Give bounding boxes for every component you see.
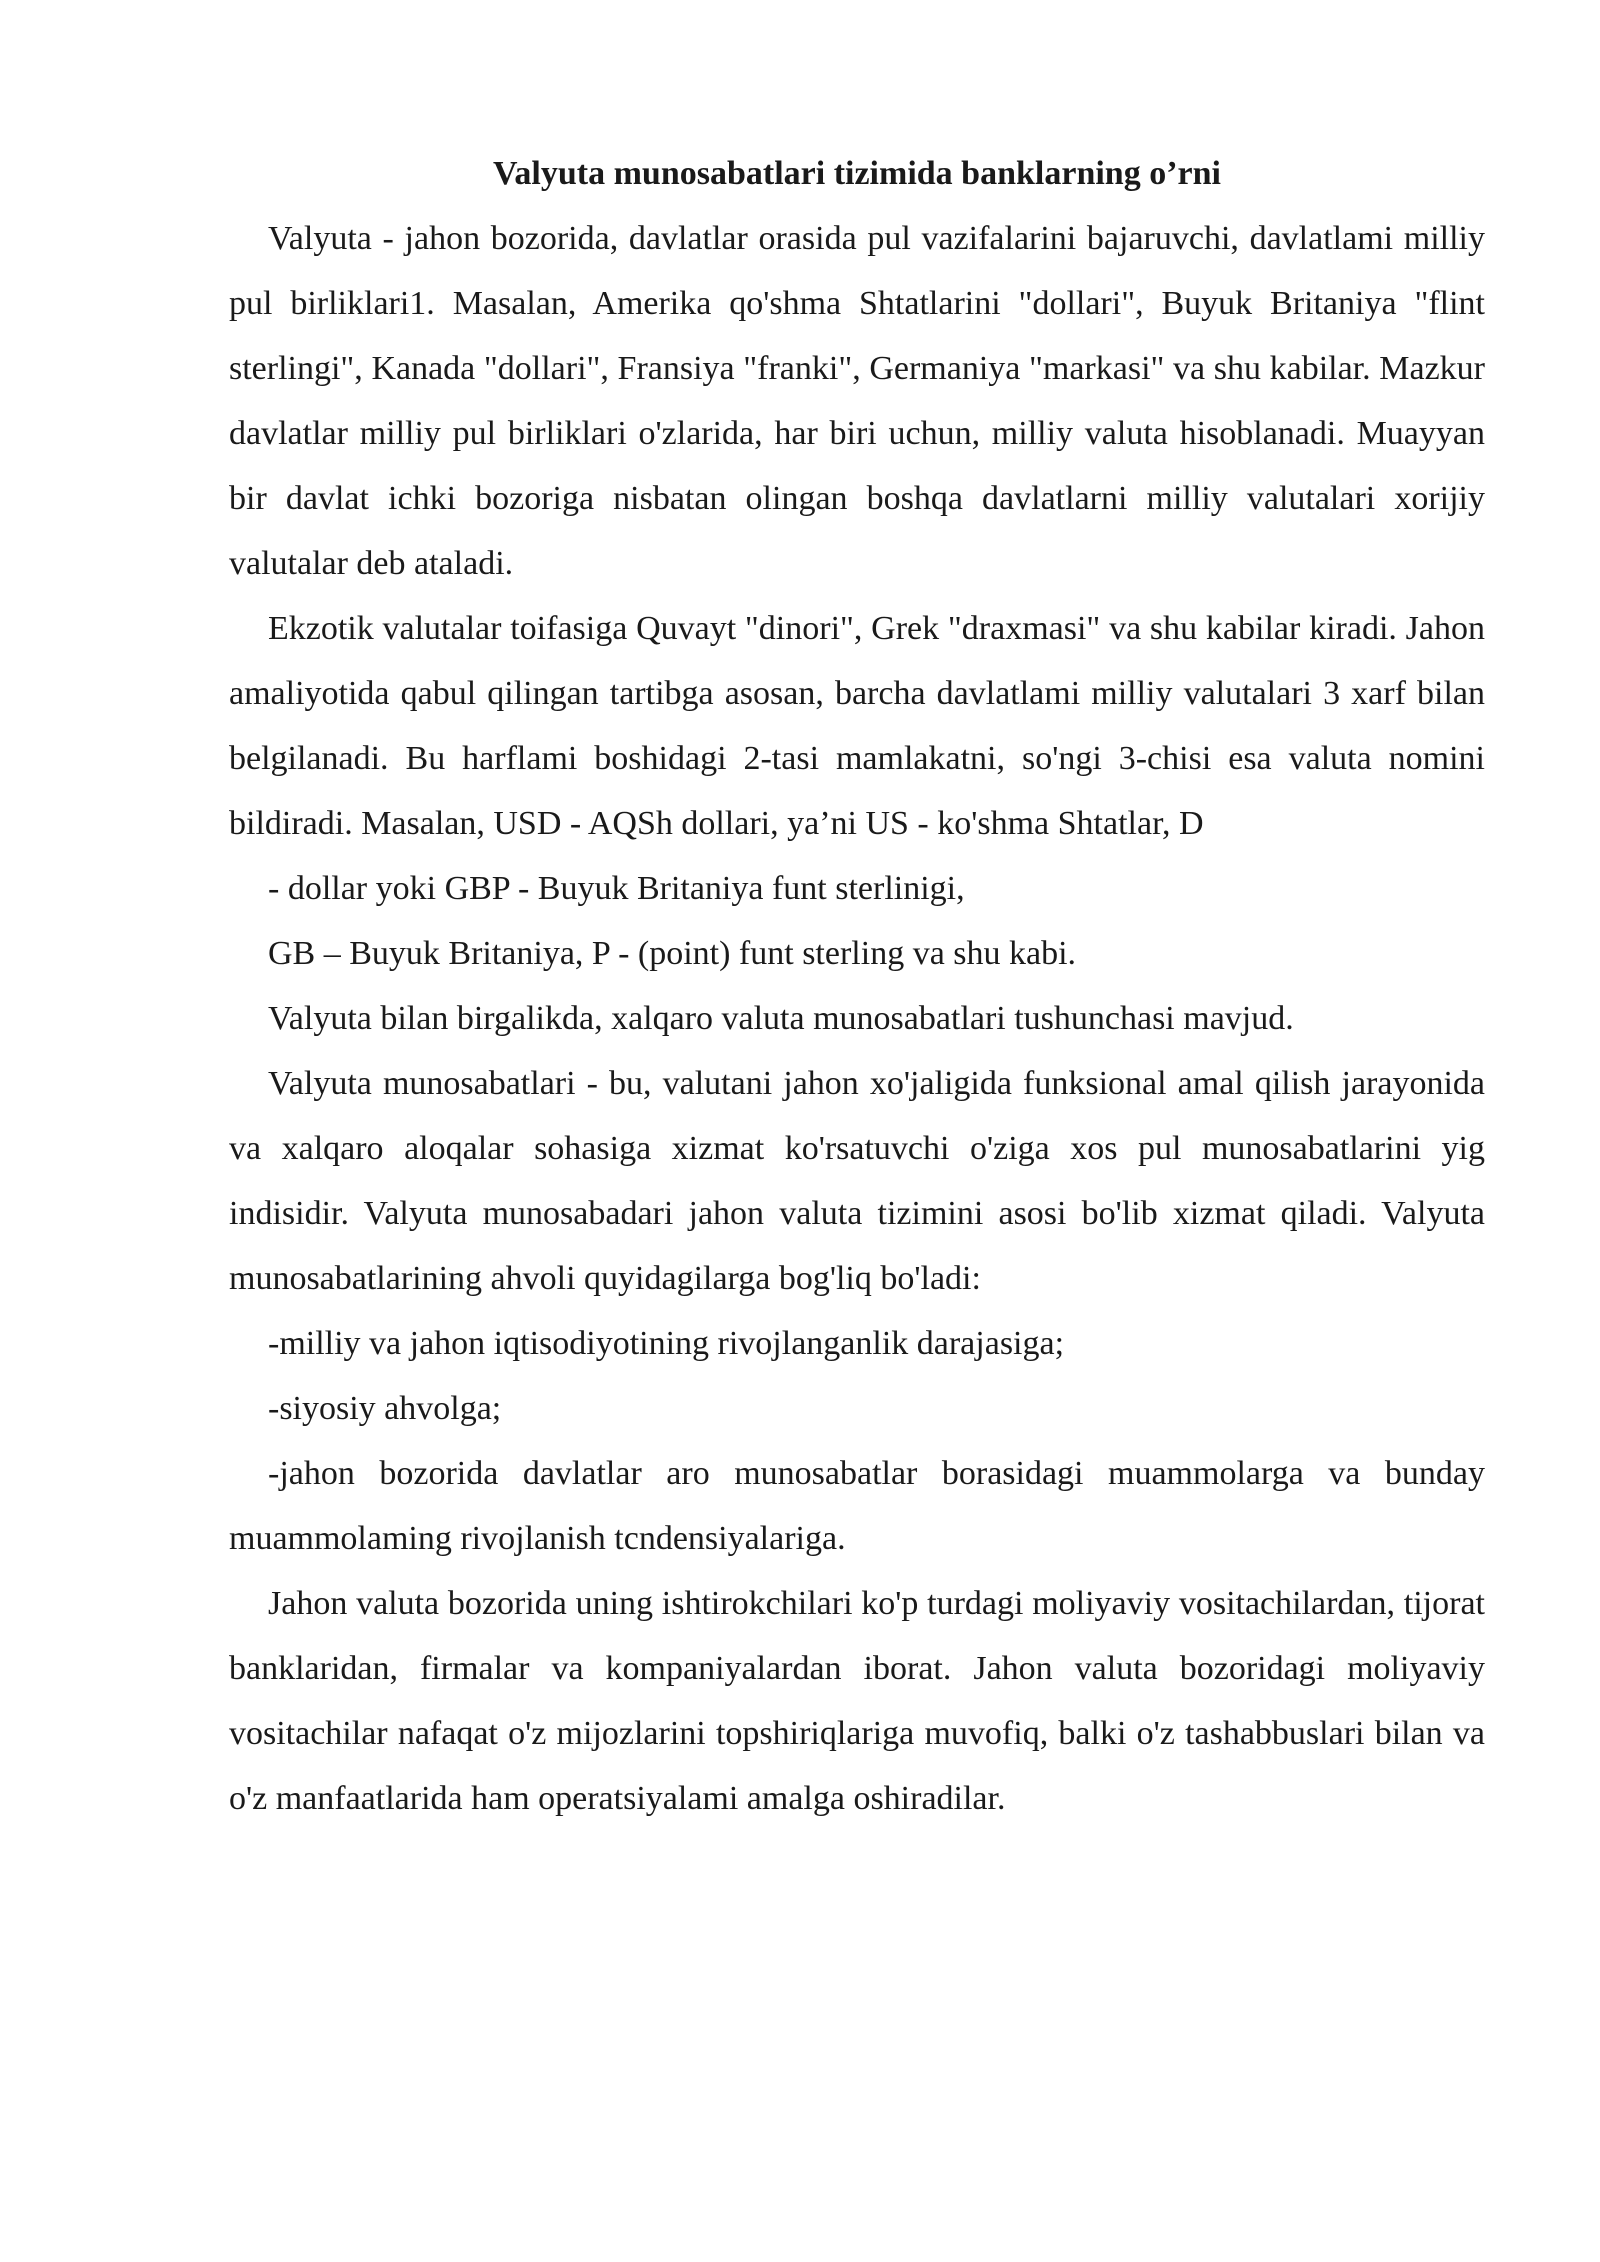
paragraph-exotic-currencies: Ekzotik valutalar toifasiga Quvayt "dinori", Grek "draxmasi" va shu kabilar kiradi. Jahon amaliyotida qabul qilingan tartibga asosan, barcha davlatlami milliy valutalari 3 xarf bilan belgilanadi. Bu harflami boshidagi 2-tasi mamlakatni, so'ngi 3-chisi esa valuta nomini bildiradi. Masalan, USD - AQSh dollari, ya’ni US - ko'shma Shtatlar, D bbox=[229, 610, 1485, 842]
paragraph-gb-point: GB – Buyuk Britaniya, P - (point) funt sterling va shu kabi. bbox=[268, 935, 1077, 972]
list-item-interstate-problems: -jahon bozorida davlatlar aro munosabatlar borasidagi muammolarga va bunday muammolaming rivojlanish tcndensiyalariga. bbox=[229, 1455, 1485, 1557]
paragraph-currency-definition: Valyuta - jahon bozorida, davlatlar orasida pul vazifalarini bajaruvchi, davlatlami milliy pul birliklari1. Masalan, Amerika qo'shma Shtatlarini "dollari", Buyuk Britaniya "flint sterlingi", Kanada "dollari", Fransiya "franki", Germaniya "markasi" va shu kabilar. Mazkur davlatlar milliy pul birliklari o'zlarida, har biri uchun, milliy valuta hisoblanadi. Muayyan bir davlat ichki bozoriga nisbatan olingan boshqa davlatlarni milliy valutalari xorijiy valutalar deb ataladi. bbox=[229, 220, 1485, 582]
document-page bbox=[229, 148, 1485, 1831]
paragraph-market-participants: Jahon valuta bozorida uning ishtirokchilari ko'p turdagi moliyaviy vositachilardan, tijorat banklaridan, firmalar va kompaniyalardan iborat. Jahon valuta bozoridagi moliyaviy vositachilar nafaqat o'z mijozlarini topshiriqlariga muvofiq, balki o'z tashabbuslari bilan va o'z manfaatlarida ham operatsiyalami amalga oshiradilar. bbox=[229, 1585, 1485, 1817]
paragraph-currency-relations: Valyuta munosabatlari - bu, valutani jahon xo'jaligida funksional amal qilish jarayonida va xalqaro aloqalar sohasiga xizmat ko'rsatuvchi o'ziga xos pul munosabatlarini yig indisidir. Valyuta munosabadari jahon valuta tizimini asosi bo'lib xizmat qiladi. Valyuta munosabatlarining ahvoli quyidagilarga bog'liq bo'ladi: bbox=[229, 1065, 1485, 1297]
list-item-economy-level: -milliy va jahon iqtisodiyotining rivojlanganlik darajasiga; bbox=[268, 1325, 1065, 1362]
paragraph-dollar-gbp: - dollar yoki GBP - Buyuk Britaniya funt sterlinigi, bbox=[268, 870, 965, 907]
paragraph-international-relations: Valyuta bilan birgalikda, xalqaro valuta munosabatlari tushunchasi mavjud. bbox=[268, 1000, 1294, 1037]
document-title: Valyuta munosabatlari tizimida banklarning o’rni bbox=[493, 155, 1221, 192]
list-item-political-situation: -siyosiy ahvolga; bbox=[268, 1390, 502, 1427]
